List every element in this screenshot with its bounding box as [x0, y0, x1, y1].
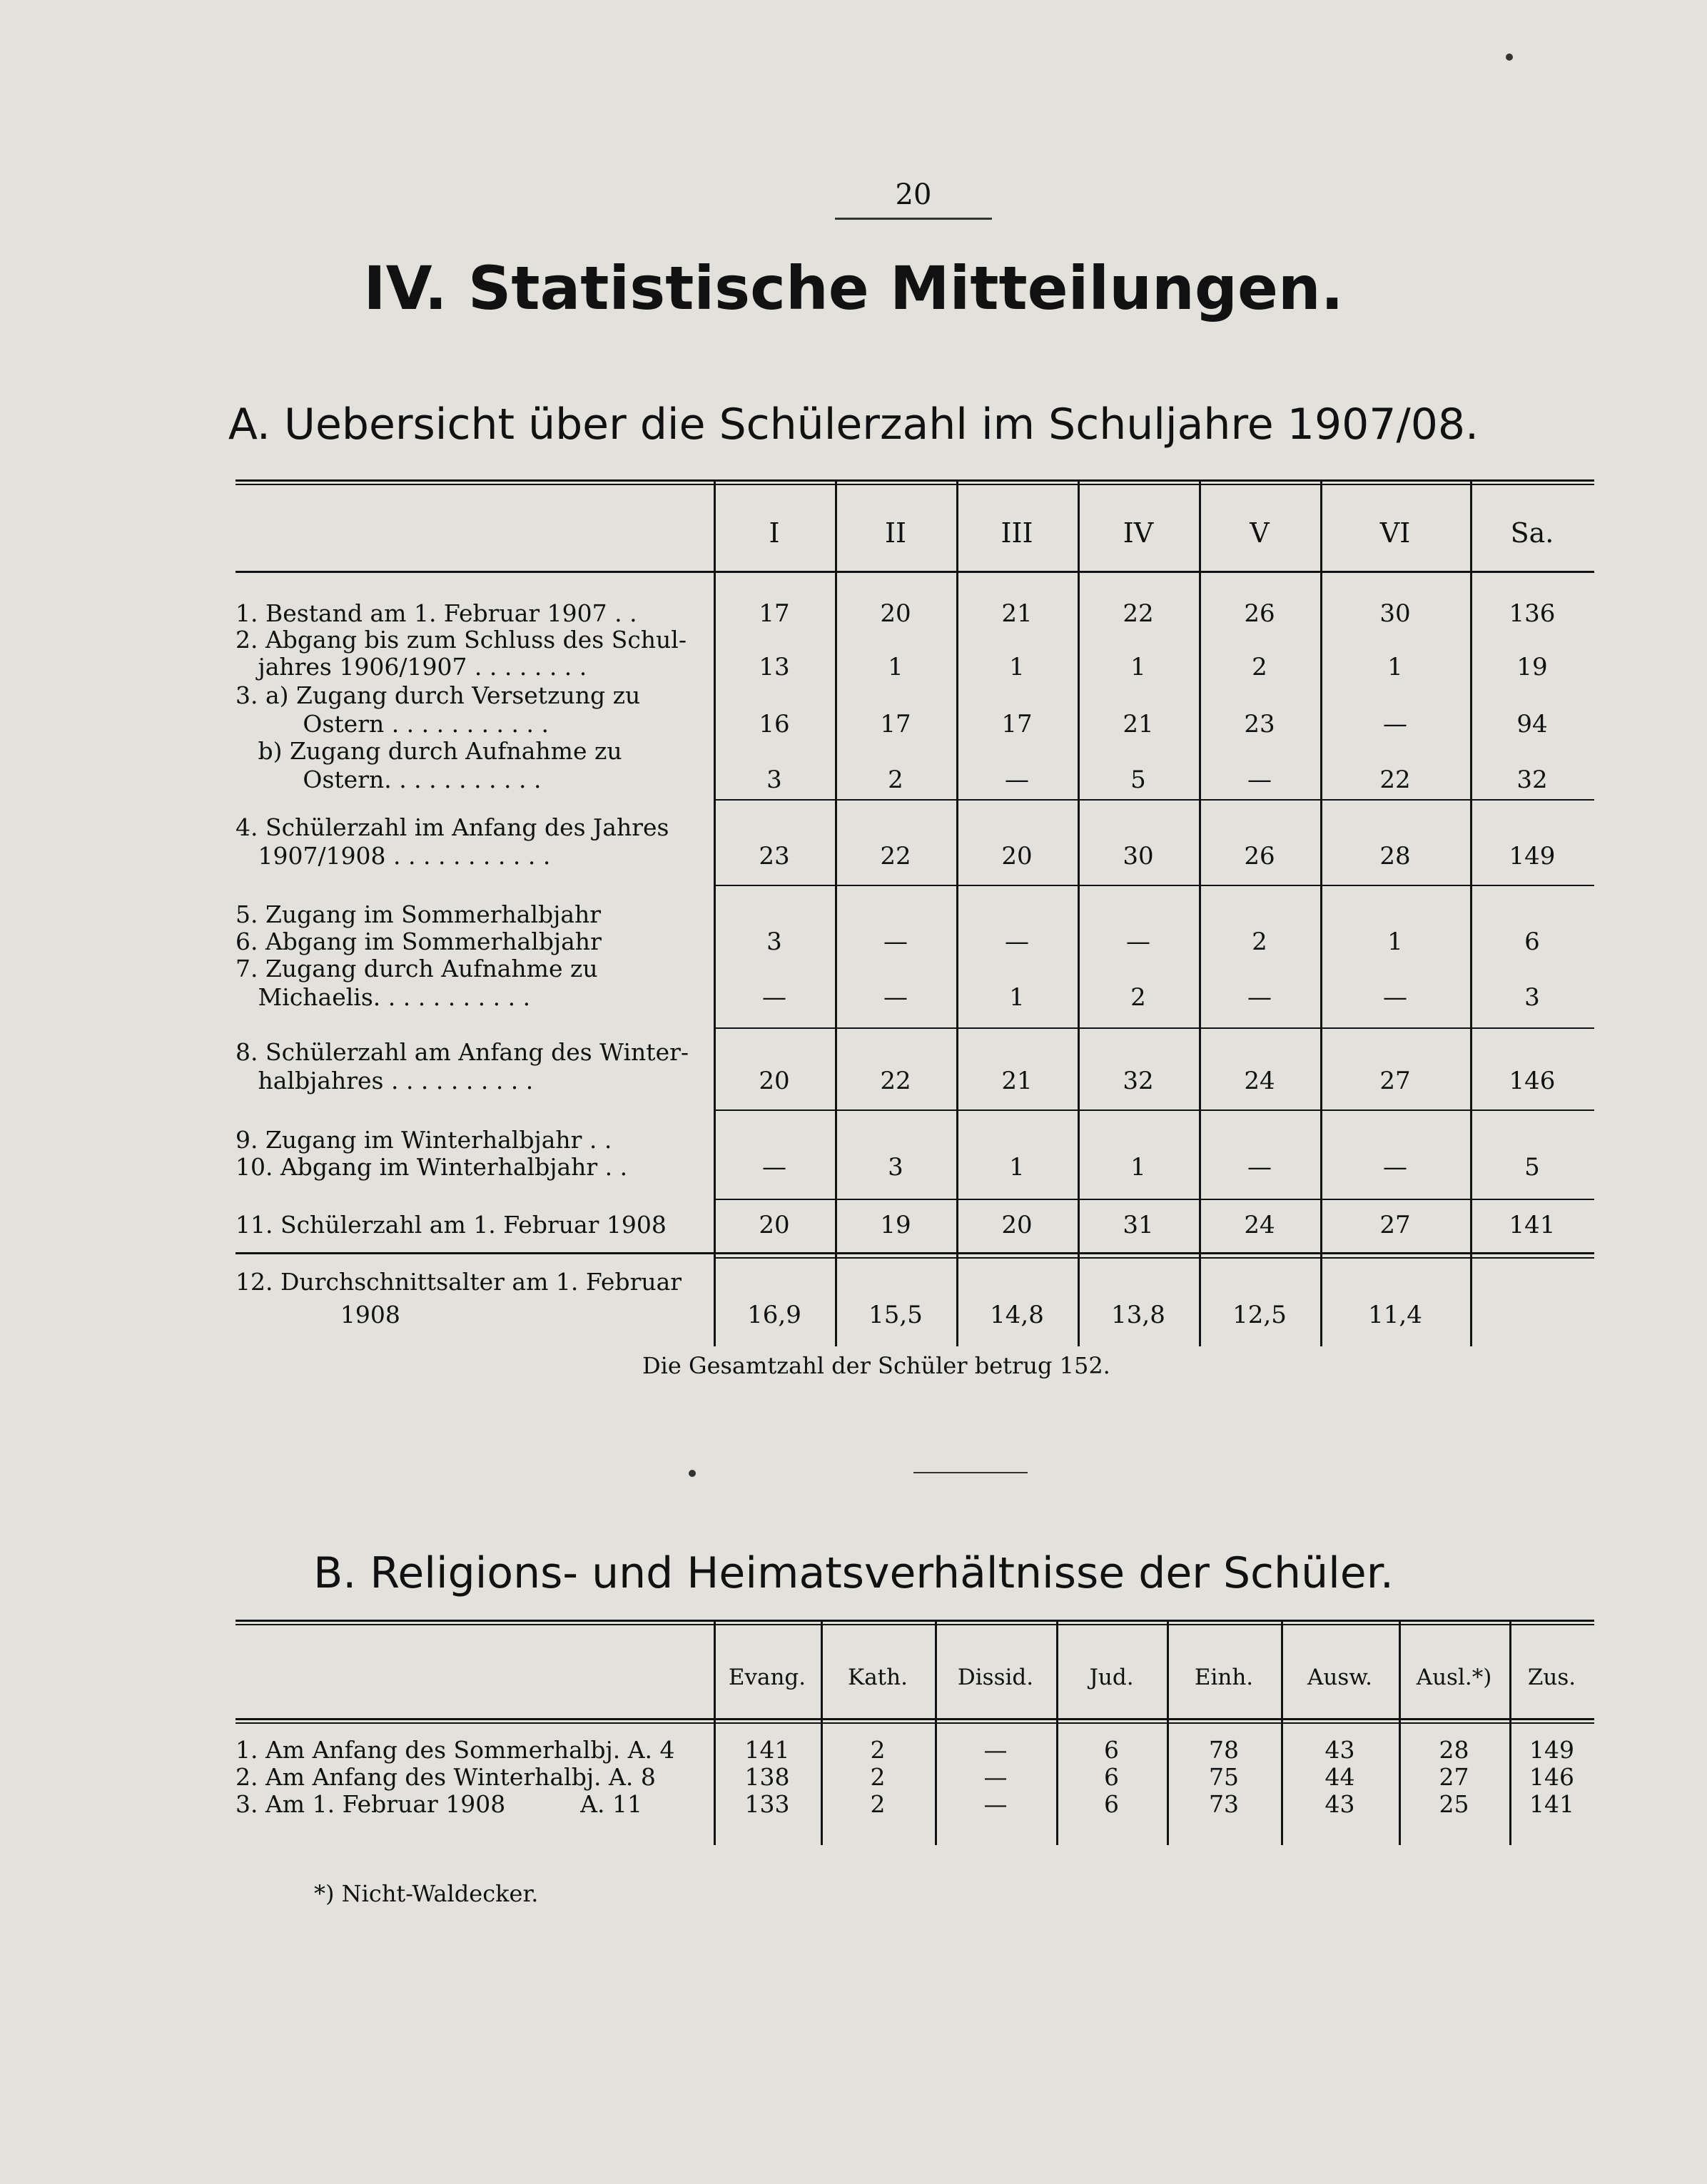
- table-a-cell: 26: [1244, 599, 1275, 628]
- table-b-cell: 78: [1209, 1736, 1239, 1764]
- table-a-row-label: halbjahres . . . . . . . . . .: [235, 1067, 534, 1094]
- table-a-cell: 21: [1123, 710, 1154, 738]
- table-a-cell: 32: [1516, 766, 1548, 794]
- table-a-column-line: [1470, 479, 1472, 1346]
- print-dot-top: [1506, 54, 1513, 61]
- table-a-cell: —: [1247, 983, 1272, 1012]
- table-a-cell: 1: [1130, 653, 1146, 681]
- table-b-cell: 2: [870, 1763, 886, 1791]
- table-a-column-header: IV: [1123, 517, 1154, 549]
- table-a-column-line: [714, 479, 716, 1346]
- table-a-cell: 24: [1244, 1211, 1275, 1239]
- table-a-cell: 16: [759, 710, 790, 738]
- table-a-row-label: 1908: [235, 1301, 400, 1329]
- table-a-cell: 2: [1252, 653, 1267, 681]
- table-b-cell: 43: [1324, 1736, 1355, 1764]
- table-b-cell: 138: [744, 1763, 790, 1791]
- page-number-rule: [835, 218, 992, 220]
- table-a-cell: 22: [880, 842, 911, 870]
- table-a-cell: 1: [1387, 928, 1403, 956]
- table-a-cell: 17: [1001, 710, 1033, 738]
- table-a-cell: —: [762, 983, 786, 1012]
- footnote: *) Nicht-Waldecker.: [314, 1880, 539, 1907]
- table-a-row-label: 4. Schülerzahl im Anfang des Jahres: [235, 813, 669, 841]
- table-a-top-rule: [235, 479, 1594, 482]
- table-b-cell: 75: [1209, 1763, 1239, 1791]
- table-a-row-label: 3. a) Zugang durch Versetzung zu: [235, 681, 641, 709]
- page-title: IV. Statistische Mitteilungen.: [363, 253, 1344, 323]
- table-a-group-separator: [714, 1027, 1594, 1029]
- section-a-heading: A. Uebersicht über die Schülerzahl im Schuljahre 1907/08.: [228, 400, 1479, 450]
- table-a-cell: 30: [1123, 842, 1154, 870]
- table-a-cell: 14,8: [990, 1301, 1044, 1329]
- table-a-row-label: Ostern . . . . . . . . . . .: [235, 710, 549, 738]
- table-b-cell: 149: [1529, 1736, 1574, 1764]
- table-a-cell: 19: [1516, 653, 1548, 681]
- table-b-column-header: Einh.: [1194, 1665, 1254, 1690]
- table-a-cell: 21: [1001, 599, 1033, 628]
- table-a-cell: 15,5: [868, 1301, 923, 1329]
- table-a-cell: 2: [1252, 928, 1267, 956]
- table-a-cell: 17: [759, 599, 790, 628]
- table-a-cell: 146: [1509, 1067, 1556, 1095]
- table-a-row-label: Michaelis. . . . . . . . . . .: [235, 983, 531, 1011]
- table-a-cell: 1: [1130, 1153, 1146, 1182]
- table-a-cell: 149: [1509, 842, 1556, 870]
- table-a-group-separator: [714, 799, 1594, 801]
- table-b-cell: 133: [744, 1790, 790, 1818]
- section-b-heading: B. Religions- und Heimatsverhältnisse der Schüler.: [313, 1548, 1394, 1598]
- table-b-cell: 6: [1104, 1763, 1119, 1791]
- table-b-top-rule: [235, 1620, 1594, 1622]
- table-a-cell: 23: [1244, 710, 1275, 738]
- table-a-group-separator: [714, 1109, 1594, 1111]
- table-a-row-label: 7. Zugang durch Aufnahme zu: [235, 955, 598, 982]
- table-a-cell: 11,4: [1368, 1301, 1422, 1329]
- table-a-cell: 3: [766, 766, 782, 794]
- table-b-row-label: 3. Am 1. Februar 1908 A. 11: [235, 1790, 642, 1818]
- table-b-column-line: [935, 1620, 937, 1845]
- table-b-column-header: Ausw.: [1307, 1665, 1372, 1690]
- table-a-cell: 22: [1123, 599, 1154, 628]
- table-b-top-rule-inner: [235, 1624, 1594, 1625]
- table-a-group-separator: [714, 1199, 1594, 1200]
- table-a-cell: 94: [1516, 710, 1548, 738]
- table-a-header-rule: [235, 571, 1594, 573]
- table-a-column-header: V: [1250, 517, 1270, 549]
- table-a-cell: 12,5: [1232, 1301, 1287, 1329]
- table-a-cell: 20: [1001, 1211, 1033, 1239]
- table-b-header-rule: [235, 1718, 1594, 1720]
- table-a-row-label: jahres 1906/1907 . . . . . . . .: [235, 653, 587, 681]
- table-a-cell: 20: [880, 599, 911, 628]
- table-a-cell: —: [883, 928, 908, 956]
- table-a-cell: 20: [759, 1067, 790, 1095]
- table-a-cell: 22: [1379, 766, 1411, 794]
- table-a-cell: 26: [1244, 842, 1275, 870]
- table-b-cell: —: [983, 1736, 1008, 1764]
- page-number: 20: [895, 178, 932, 211]
- table-b-column-header: Kath.: [848, 1665, 908, 1690]
- table-a-column-header: VI: [1379, 517, 1411, 549]
- table-a-cell: —: [1005, 928, 1029, 956]
- table-a-cell: 27: [1379, 1211, 1411, 1239]
- table-a-cell: 16,9: [747, 1301, 801, 1329]
- table-a-cell: —: [1126, 928, 1150, 956]
- table-a-row-label: 5. Zugang im Sommerhalbjahr: [235, 900, 602, 928]
- table-b-cell: 27: [1439, 1763, 1469, 1791]
- print-dot: [689, 1470, 696, 1477]
- table-a-cell: 141: [1509, 1211, 1556, 1239]
- table-a-cell: 3: [888, 1153, 903, 1182]
- section-divider: [913, 1472, 1028, 1473]
- table-b-cell: 2: [870, 1736, 886, 1764]
- table-a-cell: 1: [1009, 653, 1025, 681]
- table-a-group-separator: [714, 885, 1594, 886]
- table-a-cell: —: [1383, 983, 1407, 1012]
- table-b-column-header: Dissid.: [957, 1665, 1034, 1690]
- table-a-row-label: 1907/1908 . . . . . . . . . . .: [235, 842, 551, 870]
- table-b-column-header: Ausl.*): [1416, 1665, 1492, 1690]
- table-a-row-label: 8. Schülerzahl am Anfang des Winter-: [235, 1038, 689, 1066]
- table-a-cell: 2: [888, 766, 903, 794]
- table-a-column-header: II: [884, 517, 907, 549]
- table-a-cell: —: [1383, 1153, 1407, 1182]
- table-a-column-header: III: [1001, 517, 1033, 549]
- table-a-cell: —: [1383, 710, 1407, 738]
- table-a-cell: 32: [1123, 1067, 1154, 1095]
- table-a-cell: 3: [766, 928, 782, 956]
- table-a-column-line: [835, 479, 837, 1346]
- table-b-cell: 25: [1439, 1790, 1469, 1818]
- table-b-column-header: Zus.: [1527, 1665, 1576, 1690]
- table-b-header-rule-inner: [235, 1722, 1594, 1724]
- table-a-cell: 27: [1379, 1067, 1411, 1095]
- table-a-cell: 19: [880, 1211, 911, 1239]
- table-b-cell: —: [983, 1763, 1008, 1791]
- table-a-row-label: 11. Schülerzahl am 1. Februar 1908: [235, 1211, 667, 1239]
- table-b-column-header: Evang.: [728, 1665, 806, 1690]
- table-b-row-label: 1. Am Anfang des Sommerhalbj. A. 4: [235, 1736, 675, 1764]
- table-a-column-line: [956, 479, 958, 1346]
- table-a-cell: 17: [880, 710, 911, 738]
- table-a-cell: 13,8: [1111, 1301, 1165, 1329]
- table-a-bottom-rule: [235, 1252, 1594, 1254]
- table-a-cell: —: [1247, 1153, 1272, 1182]
- table-a-cell: 5: [1524, 1153, 1540, 1182]
- table-a-cell: 28: [1379, 842, 1411, 870]
- table-a-row-label: 10. Abgang im Winterhalbjahr . .: [235, 1153, 628, 1181]
- table-a-cell: 1: [888, 653, 903, 681]
- table-a-row-label: 12. Durchschnittsalter am 1. Februar: [235, 1268, 682, 1296]
- table-a-cell: 6: [1524, 928, 1540, 956]
- table-a-cell: 13: [759, 653, 790, 681]
- table-b-row-label: 2. Am Anfang des Winterhalbj. A. 8: [235, 1763, 656, 1791]
- table-a-row-label: 9. Zugang im Winterhalbjahr . .: [235, 1126, 612, 1154]
- table-a-cell: 1: [1009, 1153, 1025, 1182]
- total-note: Die Gesamtzahl der Schüler betrug 152.: [642, 1352, 1110, 1379]
- table-a-row-label: Ostern. . . . . . . . . . .: [235, 766, 542, 793]
- table-a-cell: 31: [1123, 1211, 1154, 1239]
- table-a-cell: 5: [1130, 766, 1146, 794]
- table-a-cell: 1: [1387, 653, 1403, 681]
- table-b-cell: 6: [1104, 1790, 1119, 1818]
- table-a-cell: 20: [1001, 842, 1033, 870]
- table-a-cell: 2: [1130, 983, 1146, 1012]
- table-a-cell: —: [1247, 766, 1272, 794]
- table-a-row-label: 1. Bestand am 1. Februar 1907 . .: [235, 599, 637, 627]
- table-a-column-header: Sa.: [1510, 517, 1554, 549]
- table-a-row-label: b) Zugang durch Aufnahme zu: [235, 737, 622, 765]
- table-a-cell: 20: [759, 1211, 790, 1239]
- table-a-cell: 23: [759, 842, 790, 870]
- table-a-cell: 24: [1244, 1067, 1275, 1095]
- table-a-column-line: [1320, 479, 1322, 1346]
- table-a-cell: —: [1005, 766, 1029, 794]
- table-b-cell: 28: [1439, 1736, 1469, 1764]
- table-b-cell: 6: [1104, 1736, 1119, 1764]
- table-a-cell: 1: [1009, 983, 1025, 1012]
- table-b-cell: —: [983, 1790, 1008, 1818]
- table-b-cell: 44: [1324, 1763, 1355, 1791]
- table-a-cell: 21: [1001, 1067, 1033, 1095]
- table-a-cell: 136: [1509, 599, 1556, 628]
- table-a-column-line: [1199, 479, 1201, 1346]
- table-a-cell: —: [762, 1153, 786, 1182]
- table-b-cell: 2: [870, 1790, 886, 1818]
- table-b-cell: 141: [1529, 1790, 1574, 1818]
- table-a-cell: —: [883, 983, 908, 1012]
- table-a-cell: 3: [1524, 983, 1540, 1012]
- table-b-cell: 146: [1529, 1763, 1574, 1791]
- table-a-row-label: 2. Abgang bis zum Schluss des Schul-: [235, 626, 687, 654]
- table-a-group-separator: [714, 1257, 1594, 1259]
- table-a-column-header: I: [769, 517, 780, 549]
- table-b-cell: 73: [1209, 1790, 1239, 1818]
- table-a-column-line: [1078, 479, 1080, 1346]
- table-a-row-label: 6. Abgang im Sommerhalbjahr: [235, 928, 602, 955]
- table-b-cell: 43: [1324, 1790, 1355, 1818]
- table-a-cell: 22: [880, 1067, 911, 1095]
- table-a-top-rule-inner: [235, 484, 1594, 485]
- table-a-cell: 30: [1379, 599, 1411, 628]
- table-b-cell: 141: [744, 1736, 790, 1764]
- table-b-column-header: Jud.: [1089, 1665, 1134, 1690]
